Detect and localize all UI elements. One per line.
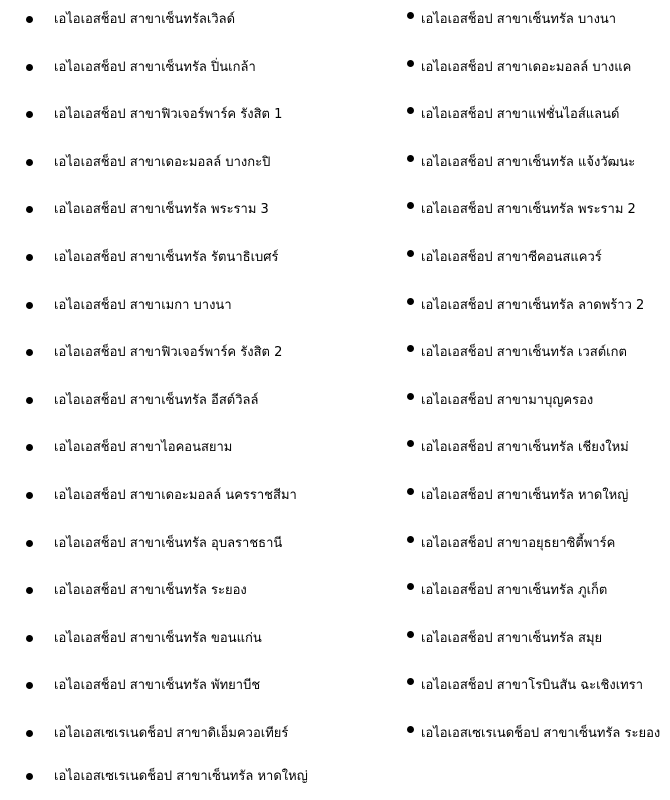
list-item [335, 476, 670, 524]
bullet-icon [26, 730, 33, 737]
list-item [0, 333, 335, 381]
branch-name: เอไอเอสช็อป สาขาเซ็นทรัล สมุย [421, 630, 603, 646]
branch-name: เอไอเอสช็อป สาขาเซ็นทรัล อุบลราชธานี [54, 535, 283, 551]
branch-name: เอไอเอสช็อป สาขาเซ็นทรัล ลาดพร้าว 2 [421, 297, 645, 313]
list-item [0, 619, 335, 667]
branch-name: เอไอเอสช็อป สาขาเซ็นทรัล บางนา [421, 12, 617, 27]
bullet-icon [26, 492, 33, 499]
list-item [335, 95, 670, 143]
list-item [0, 666, 335, 714]
bullet-icon [407, 536, 414, 543]
bullet-icon [407, 583, 414, 590]
list-item [335, 619, 670, 667]
list-item [335, 143, 670, 191]
list-item [0, 571, 335, 619]
bullet-icon [26, 159, 33, 166]
bullet-icon [26, 773, 33, 780]
branch-name: เอไอเอสช็อป สาขาเซ็นทรัลเวิลด์ [54, 12, 236, 27]
bullet-icon [407, 298, 414, 305]
list-item [335, 190, 670, 238]
branch-name: เอไอเอสช็อป สาขาเดอะมอลล์ บางกะปิ [54, 154, 271, 170]
branch-name: เอไอเอสช็อป สาขาเซ็นทรัล ขอนแก่น [54, 630, 262, 646]
branch-name: เอไอเอสช็อป สาขาซีคอนสแควร์ [421, 249, 602, 265]
bullet-icon [407, 155, 414, 162]
bullet-icon [407, 631, 414, 638]
list-item [335, 48, 670, 96]
bullet-icon [26, 254, 33, 261]
list-item [335, 333, 670, 381]
bullet-icon [407, 726, 414, 733]
list-item [0, 428, 335, 476]
list-item [0, 286, 335, 334]
bullet-icon [407, 440, 414, 447]
bullet-icon [407, 250, 414, 257]
bullet-icon [407, 12, 414, 19]
branch-name: เอไอเอสเซเรเนดช็อป สาขาเซ็นทรัล ระยอง [421, 725, 661, 741]
list-item [0, 476, 335, 524]
bullet-icon [26, 540, 33, 547]
bullet-icon [26, 397, 33, 404]
branch-list-left [0, 0, 335, 792]
bullet-icon [26, 349, 33, 356]
branch-name: เอไอเอสเซเรเนดช็อป สาขาดิเอ็มควอเทียร์ [54, 725, 289, 741]
bullet-icon [407, 60, 414, 67]
list-item [0, 143, 335, 191]
branch-name: เอไอเอสช็อป สาขาเซ็นทรัล เวสต์เกต [421, 345, 627, 361]
branch-name: เอไอเอสเซเรเนดช็อป สาขาเซ็นทรัล หาดใหญ่ [54, 768, 308, 784]
bullet-icon [26, 206, 33, 213]
list-item [0, 714, 335, 762]
bullet-icon [407, 488, 414, 495]
branch-name: เอไอเอสช็อป สาขาเซ็นทรัล พระราม 3 [54, 202, 269, 218]
branch-name: เอไอเอสช็อป สาขาเซ็นทรัล รัตนาธิเบศร์ [54, 249, 279, 265]
bullet-icon [26, 587, 33, 594]
list-item [335, 666, 670, 714]
branch-name: เอไอเอสช็อป สาขาเซ็นทรัล แจ้งวัฒนะ [421, 154, 636, 170]
list-item [335, 714, 670, 762]
list-item [335, 428, 670, 476]
branch-name: เอไอเอสช็อป สาขาฟิวเจอร์พาร์ค รังสิต 1 [54, 107, 283, 123]
branch-name: เอไอเอสช็อป สาขาเซ็นทรัล เชียงใหม่ [421, 440, 629, 456]
branch-name: เอไอเอสช็อป สาขาเซ็นทรัล ปิ่นเกล้า [54, 59, 256, 75]
list-item [0, 381, 335, 429]
branch-name: เอไอเอสช็อป สาขาไอคอนสยาม [54, 440, 233, 456]
branch-name: เอไอเอสช็อป สาขาเซ็นทรัล หาดใหญ่ [421, 487, 629, 503]
bullet-icon [26, 635, 33, 642]
branch-name: เอไอเอสช็อป สาขาเดอะมอลล์ นครราชสีมา [54, 487, 297, 503]
bullet-icon [26, 111, 33, 118]
bullet-icon [407, 393, 414, 400]
list-item [0, 48, 335, 96]
bullet-icon [26, 16, 33, 23]
branch-name: เอไอเอสช็อป สาขาเมกา บางนา [54, 297, 232, 313]
bullet-icon [26, 302, 33, 309]
branch-name: เอไอเอสช็อป สาขาโรบินสัน ฉะเชิงเทรา [421, 678, 644, 694]
bullet-icon [407, 107, 414, 114]
branch-name: เอไอเอสช็อป สาขามาบุญครอง [421, 392, 594, 408]
list-item [335, 381, 670, 429]
bullet-icon [407, 678, 414, 685]
branch-name: เอไอเอสช็อป สาขาแฟชั่นไอส์แลนด์ [421, 107, 620, 123]
bullet-icon [26, 682, 33, 689]
list-item [0, 95, 335, 143]
list-item [335, 571, 670, 619]
list-item [335, 238, 670, 286]
branch-name: เอไอเอสช็อป สาขาเซ็นทรัล พระราม 2 [421, 202, 636, 218]
branch-name: เอไอเอสช็อป สาขาเซ็นทรัล ภูเก็ต [421, 583, 608, 599]
branch-name: เอไอเอสช็อป สาขาฟิวเจอร์พาร์ค รังสิต 2 [54, 345, 283, 361]
branch-name: เอไอเอสช็อป สาขาเซ็นทรัล ระยอง [54, 583, 247, 599]
list-item [335, 0, 670, 48]
list-item [0, 524, 335, 572]
list-item [335, 286, 670, 334]
list-item [0, 0, 335, 48]
branch-name: เอไอเอสช็อป สาขาเซ็นทรัล พัทยาบีช [54, 678, 261, 694]
list-item [335, 524, 670, 572]
branch-name: เอไอเอสช็อป สาขาเซ็นทรัล อีสต์วิลล์ [54, 392, 259, 408]
branch-name: เอไอเอสช็อป สาขาเดอะมอลล์ บางแค [421, 59, 632, 75]
bullet-icon [26, 64, 33, 71]
branch-name: เอไอเอสช็อป สาขาอยุธยาซิตี้พาร์ค [421, 535, 616, 551]
list-item [0, 238, 335, 286]
bullet-icon [407, 345, 414, 352]
list-item [0, 190, 335, 238]
list-item [0, 762, 335, 792]
bullet-icon [407, 202, 414, 209]
bullet-icon [26, 444, 33, 451]
branch-list-right [335, 0, 670, 762]
